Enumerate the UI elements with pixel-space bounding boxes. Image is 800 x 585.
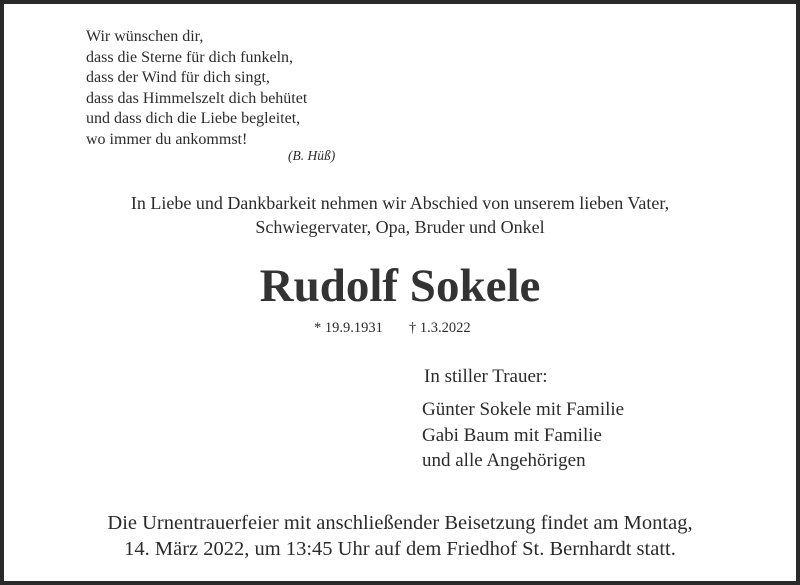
- mourners-list: [422, 397, 624, 474]
- poem-line: dass der Wind für dich singt,: [86, 69, 270, 87]
- death-date: † 1.3.2022: [409, 320, 471, 336]
- birth-date: * 19.9.1931: [314, 320, 383, 336]
- poem-line: Wir wünschen dir,: [86, 28, 204, 45]
- mourner: und alle Angehörigen: [422, 450, 586, 471]
- poem-line: wo immer du ankommst!: [86, 130, 248, 148]
- poem-line: dass das Himmelszelt dich behütet: [86, 89, 308, 107]
- poem-line: dass die Sterne für dich funkeln,: [86, 48, 294, 66]
- mourning-title: In stiller Trauer:: [424, 366, 548, 387]
- intro-line-1: In Liebe und Dankbarkeit nehmen wir Abschied von unserem lieben Vater,: [130, 193, 670, 213]
- funeral-info-line-1: Die Urnentrauerfeier mit anschließender Beisetzung findet am Montag,: [107, 512, 693, 534]
- poem-author: (B. Hüß): [288, 148, 336, 163]
- mourner: Günter Sokele mit Familie: [422, 399, 625, 420]
- deceased-name: Rudolf Sokele: [259, 260, 541, 312]
- funeral-info-line-2: 14. März 2022, um 13:45 Uhr auf dem Friedhof St. Bernhardt statt.: [124, 538, 676, 560]
- poem-line: und dass dich die Liebe begleitet,: [86, 110, 301, 128]
- mourner: Gabi Baum mit Familie: [422, 424, 602, 446]
- poem: [86, 27, 307, 151]
- intro-line-2: Schwiegervater, Opa, Bruder und Onkel: [255, 217, 545, 237]
